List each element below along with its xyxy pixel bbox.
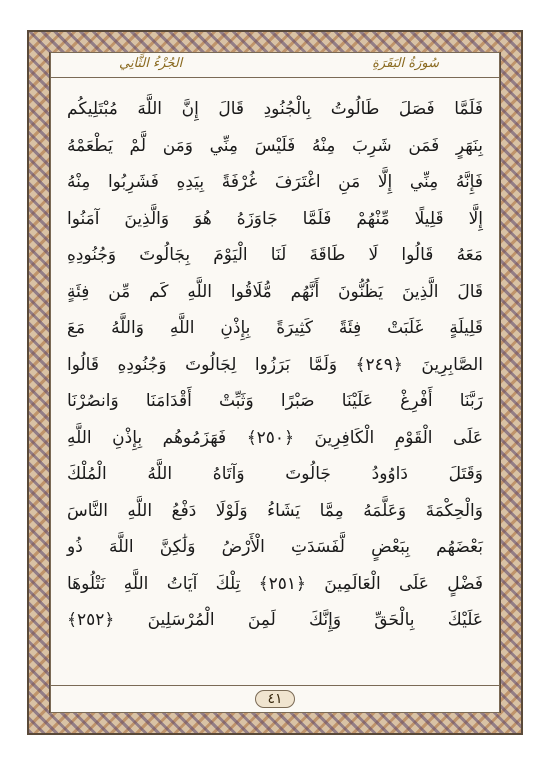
verse-line: فَضْلٍ عَلَى الْعَالَمِينَ ﴿٢٥١﴾ تِلْكَ آيَاتُ اللَّهِ نَتْلُوهَا [67, 573, 483, 594]
page-number: ٤١ [255, 690, 295, 708]
verse-line: بِنَهَرٍ فَمَن شَرِبَ مِنْهُ فَلَيْسَ مِنِّي وَمَن لَّمْ يَطْعَمْهُ [67, 135, 483, 156]
verse-line: إِلَّا قَلِيلًا مِّنْهُمْ فَلَمَّا جَاوَزَهُ هُوَ وَالَّذِينَ آمَنُوا [67, 208, 483, 229]
verse-line: وَقَتَلَ دَاوُودُ جَالُوتَ وَآتَاهُ اللَّهُ الْمُلْكَ [67, 464, 483, 484]
mushaf-page [50, 52, 500, 713]
verse-line: مَعَهُ قَالُوا لَا طَاقَةَ لَنَا الْيَوْمَ بِجَالُوتَ وَجُنُودِهِ [67, 245, 483, 265]
verse-line: قَالَ الَّذِينَ يَظُنُّونَ أَنَّهُم مُّلَاقُوا اللَّهِ كَم مِّن فِئَةٍ [67, 281, 483, 302]
verse-line: فَلَمَّا فَصَلَ طَالُوتُ بِالْجُنُودِ قَالَ إِنَّ اللَّهَ مُبْتَلِيكُم [67, 99, 483, 119]
verse-line: عَلَيْكَ بِالْحَقِّ وَإِنَّكَ لَمِنَ الْمُرْسَلِينَ ﴿٢٥٢﴾ [67, 610, 483, 630]
juz-title: الجُزْءُ الثَّانِي [119, 56, 183, 71]
verse-lines [51, 91, 499, 639]
page-footer [51, 690, 499, 708]
footer-divider [51, 685, 499, 686]
header-divider [51, 77, 499, 78]
surah-title: سُورَةُ البَقَرَةِ [372, 56, 439, 71]
verse-line: فَإِنَّهُ مِنِّي إِلَّا مَنِ اغْتَرَفَ غُرْفَةً بِيَدِهِ فَشَرِبُوا مِنْهُ [67, 172, 483, 192]
verse-line: عَلَى الْقَوْمِ الْكَافِرِينَ ﴿٢٥٠﴾ فَهَزَمُوهُم بِإِذْنِ اللَّهِ [67, 427, 483, 448]
verse-line: الصَّابِرِينَ ﴿٢٤٩﴾ وَلَمَّا بَرَزُوا لِجَالُوتَ وَجُنُودِهِ قَالُوا [67, 354, 483, 375]
verse-line: بَعْضَهُم بِبَعْضٍ لَّفَسَدَتِ الْأَرْضُ وَلَٰكِنَّ اللَّهَ ذُو [67, 537, 483, 557]
verse-line: رَبَّنَا أَفْرِغْ عَلَيْنَا صَبْرًا وَثَبِّتْ أَقْدَامَنَا وَانصُرْنَا [67, 391, 483, 411]
verse-line: وَالْحِكْمَةَ وَعَلَّمَهُ مِمَّا يَشَاءُ وَلَوْلَا دَفْعُ اللَّهِ النَّاسَ [67, 500, 483, 521]
verse-line: قَلِيلَةٍ غَلَبَتْ فِئَةً كَثِيرَةً بِإِذْنِ اللَّهِ وَاللَّهُ مَعَ [67, 318, 483, 338]
